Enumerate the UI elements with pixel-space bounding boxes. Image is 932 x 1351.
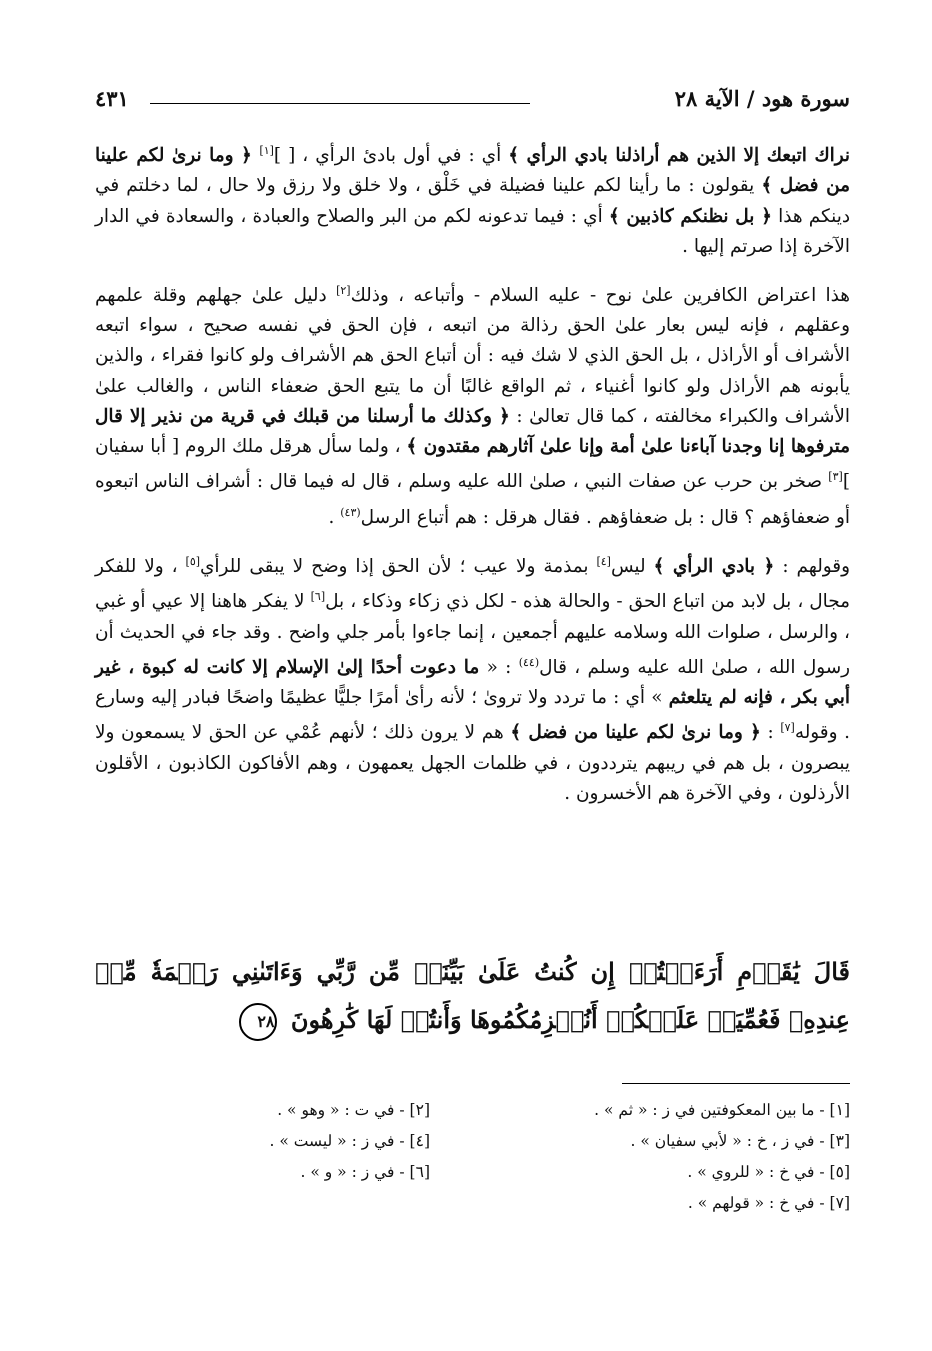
paragraph-2 [95, 276, 850, 533]
quoted-text: ﴿ وما نرىٰ لكم علينا من فضل ﴾ [510, 722, 761, 744]
footnote-3: [٣] - في ز ، خ : « لأبي سفيان » . [630, 1132, 850, 1150]
footnote-2: [٢] - في ت : « وهو » . [277, 1101, 430, 1119]
paragraph-text: ، ولا للفكر مجال ، بل لابد من اتباع الحق - والحالة هذه - لكل ذي زكاء وذكاء ، بل [95, 556, 850, 613]
quoted-text: ﴿ بل نظنكم كاذبين ﴾ [608, 205, 772, 227]
paragraph-text: » أي : ما تردد ولا تروىٰ ؛ لأنه رأىٰ أمرًا جليًّا عظيمًا واضحًا فبادر إليه وسارع . وقوله [95, 687, 850, 744]
paragraph-3 [95, 547, 850, 809]
quoted-text: ما دعوت أحدًا إلىٰ الإسلام إلا كانت له كبوة ، غير أبي بكر ، فإنه لم يتلعثم [95, 656, 850, 709]
body-text [95, 136, 850, 823]
paragraph-text: . [328, 506, 341, 528]
paragraph-text: هم لا يرون ذلك ؛ لأنهم عُمْي عن الحق لا يسمعون ولا يبصرون ، بل هم في ريبهم يترددون ، في ظلمات الجهل يعمهون ، وهم الأفاكون الكاذبون ، الأقلون الأرذلون ، وفي الآخرة هم الأخسرون . [95, 722, 850, 804]
quoted-text: نراك اتبعك إلا الذين هم أراذلنا بادي الرأي ﴾ [508, 145, 850, 167]
verse-text: قَالَ يَٰقَوۡمِ أَرَءَيۡتُمۡ إِن كُنتُ عَلَىٰ بَيِّنَةٖ مِّن رَّبِّي وَءَاتَىٰنِي رَحۡمَةٗ مِّنۡ عِندِهِۦ فَعُمِّيَتۡ عَلَيۡكُمۡ أَنُلۡزِمُكُمُوهَا وَأَنتُمۡ لَهَا كَٰرِهُونَ [95, 957, 850, 1034]
footnote-marker: [٢] [336, 283, 351, 297]
paragraph-text: ليس [610, 556, 654, 578]
paragraph-1 [95, 136, 850, 262]
paragraph-text: وقولهم : [774, 556, 850, 578]
quoted-text: ﴿ بادي الرأي ﴾ [653, 556, 775, 578]
footnote-marker: [٦] [310, 590, 326, 604]
paragraph-text: هذا اعتراض الكافرين علىٰ نوح - عليه السلام - وأتباعه ، وذلك [350, 285, 850, 307]
footnote-marker: (٤٤) [518, 655, 540, 669]
footnote-marker: [٧] [780, 721, 795, 735]
footnote-6: [٦] - في ز : « و » . [300, 1163, 430, 1181]
ayah-number-marker: ٢٨ [239, 1003, 277, 1041]
footnote-marker: [٥] [185, 554, 201, 568]
footnotes [130, 1098, 850, 1215]
footnote-marker: [١] [259, 144, 274, 157]
quoted-text: ﴿ وكذلك ما أرسلنا من قبلك في قرية من نذير إلا قال مترفوها إنا وجدنا آباءنا علىٰ أمة وإنا علىٰ آثارهم مقتدون ﴾ [95, 405, 850, 458]
footnote-separator [622, 1083, 850, 1084]
paragraph-text: دليل علىٰ جهلهم وقلة علمهم وعقلهم ، فإنه ليس بعار علىٰ الحق رذالة من اتبعه ، فإن الحق في نفسه صحيح ، سواء اتبعه الأشراف أو الأراذل ، بل الحق الذي لا شك فيه : أن أتباع الحق هم الأشراف ولو كانوا فقراء ، والذين يأبونه هم الأراذل ولو كانوا أغنياء ، ثم الواقع غالبًا أن ما يتبع الحق ضعفاء الناس ، والغالب علىٰ الأشراف والكبراء مخالفته ، كما قال تعالىٰ : [95, 285, 850, 427]
footnote-marker: (٤٣) [340, 505, 361, 519]
paragraph-text: : [760, 722, 781, 744]
footnote-5: [٥] - في خ : « للروي » . [687, 1163, 850, 1181]
paragraph-text: ، ولما سأل هرقل ملك الروم [ أبا سفيان ] [95, 436, 850, 493]
footnote-1: [١] - ما بين المعكوفتين في ز : « ثم » . [594, 1101, 850, 1119]
footnote-marker: [٤] [596, 554, 611, 568]
paragraph-text: أي : في أول بادئ الرأي ، [ ] [273, 145, 509, 167]
footnote-7: [٧] - في خ : « قولهم » . [687, 1194, 850, 1212]
footnote-4: [٤] - في ز : « ليست » . [269, 1132, 430, 1150]
paragraph-text: أي : فيما تدعونه لكم من البر والصلاح والعبادة ، والسعادة في الدار الآخرة إذا صرتم إليها . [95, 205, 850, 257]
page-number: ٤٣١ [95, 86, 129, 111]
running-title: سورة هود / الآية ٢٨ [674, 86, 850, 111]
paragraph-text: : « [479, 656, 519, 678]
paragraph-text: يقولون : ما رأينا لكم علينا فضيلة في خَلْق ، ولا خلق ولا رزق ولا حال ، لما دخلتم في دينكم هذا [95, 175, 851, 227]
paragraph-text: لا يفكر هاهنا إلا عيي أو غبي ، والرسل ، صلوات الله وسلامه عليهم أجمعين ، إنما جاءوا بأمر جلي واضح . وقد جاء في الحديث أن رسول الله ، صلىٰ الله عليه وسلم ، قال [95, 591, 850, 678]
header-rule [150, 103, 530, 104]
page-header [95, 86, 850, 122]
quoted-text: ﴿ وما نرىٰ لكم علينا من فضل ﴾ [95, 145, 850, 197]
quran-verse [95, 948, 850, 1044]
paragraph-text: بمذمة ولا عيب ؛ لأن الحق إذا وضح لا يبقى للرأي [200, 556, 597, 578]
footnote-marker: [٣] [828, 470, 843, 484]
paragraph-text: صخر بن حرب عن صفات النبي ، صلىٰ الله عليه وسلم ، قال له فيما قال : أشراف الناس اتبعوه أو ضعفاؤهم ؟ قال : بل ضعفاؤهم . فقال هرقل : هم أتباع الرسل [95, 471, 850, 528]
